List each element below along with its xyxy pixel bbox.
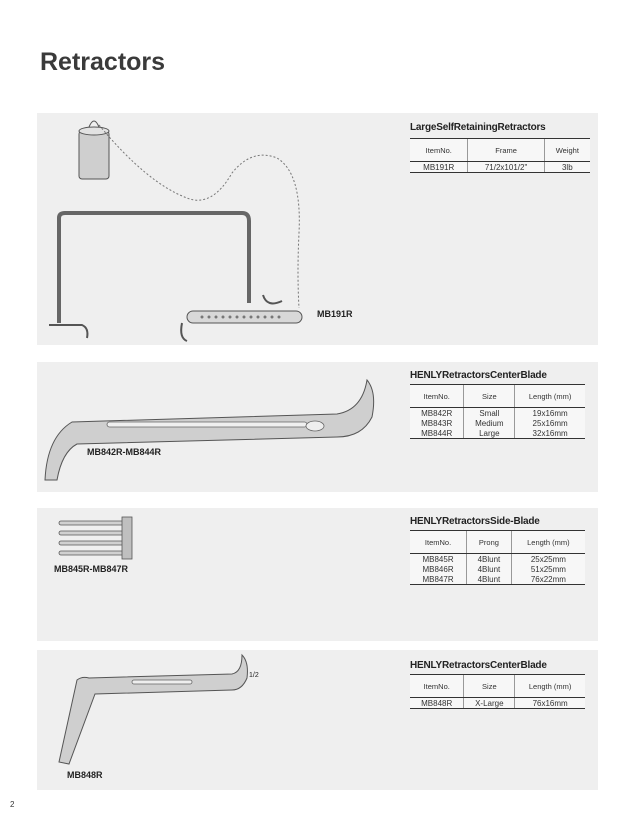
table-row [410,574,585,585]
table-row [410,564,585,574]
image-label: MB848R [67,770,103,780]
table-cell: MB844R [410,428,464,439]
column-header: ItemNo. [410,139,468,162]
table-row [410,162,590,173]
table-cell: Small [464,408,515,419]
image-label: MB845R-MB847R [54,564,129,574]
table-header-row [410,675,585,698]
table-cell: 4Blunt [467,554,512,565]
self-retaining-retractor-illustration [37,113,337,343]
column-header: Length (mm) [515,675,585,698]
column-header: Frame [468,139,544,162]
table-cell: MB843R [421,418,453,428]
section-title: LargeSelfRetainingRetractors [410,122,546,133]
spec-table [410,530,585,585]
center-blade-retractor-illustration [37,362,367,492]
table-cell: MB842R [421,408,453,418]
table-cell: 3lb [544,162,590,173]
image-label: MB842R-MB844R [87,447,162,457]
page-title: Retractors [40,48,166,76]
product-panel-mb842r-mb844r [37,362,598,492]
table-row [410,418,585,428]
table-cell: 4Blunt [467,564,512,574]
column-header: Length (mm) [511,531,585,554]
extra-large-center-blade-illustration [37,650,257,790]
column-header: ItemNo. [410,385,464,408]
scale-note: 1/2 [249,672,259,679]
table-cell: 25x25mm [511,554,585,565]
table-row [410,408,585,419]
side-blade-retractor-illustration [37,508,147,568]
product-panel-mb845r-mb847r [37,508,598,641]
column-header: ItemNo. [410,531,467,554]
table-row [410,698,585,709]
table-cell: MB847R [410,574,467,585]
table-header-row [410,531,585,554]
table-row [410,428,585,439]
table-cell: 76x22mm [511,574,585,585]
product-panel-mb191r [37,113,598,345]
table-cell: Medium [464,418,515,428]
spec-table [410,384,585,439]
table-cell: MB846R [422,564,454,574]
table-cell: MB845R [422,554,454,564]
table-cell: MB848R [410,698,464,709]
page-number: 2 [10,800,15,809]
table-cell: Large [464,428,515,439]
spec-table [410,138,590,173]
table-cell: 51x25mm [511,564,585,574]
column-header: Length (mm) [515,385,585,408]
table-cell: 32x16mm [515,428,585,439]
section-title: HENLYRetractorsCenterBlade [410,660,547,671]
column-header: Weight [544,139,590,162]
image-label: MB191R [317,309,353,319]
table-header-row [410,385,585,408]
product-panel-mb848r [37,650,598,790]
section-title: HENLYRetractorsSide-Blade [410,516,540,527]
table-cell: 19x16mm [515,408,585,419]
table-cell: 76x16mm [515,698,585,709]
table-cell: 71/2x101/2" [468,162,544,173]
table-cell: MB191R [410,162,468,173]
table-header-row [410,139,590,162]
table-cell: X-Large [464,698,515,709]
column-header: Prong [467,531,512,554]
column-header: ItemNo. [410,675,464,698]
column-header: Size [464,385,515,408]
column-header: Size [464,675,515,698]
spec-table [410,674,585,709]
section-title: HENLYRetractorsCenterBlade [410,370,547,381]
table-row [410,554,585,565]
table-cell: 4Blunt [467,574,512,585]
table-cell: 25x16mm [515,418,585,428]
